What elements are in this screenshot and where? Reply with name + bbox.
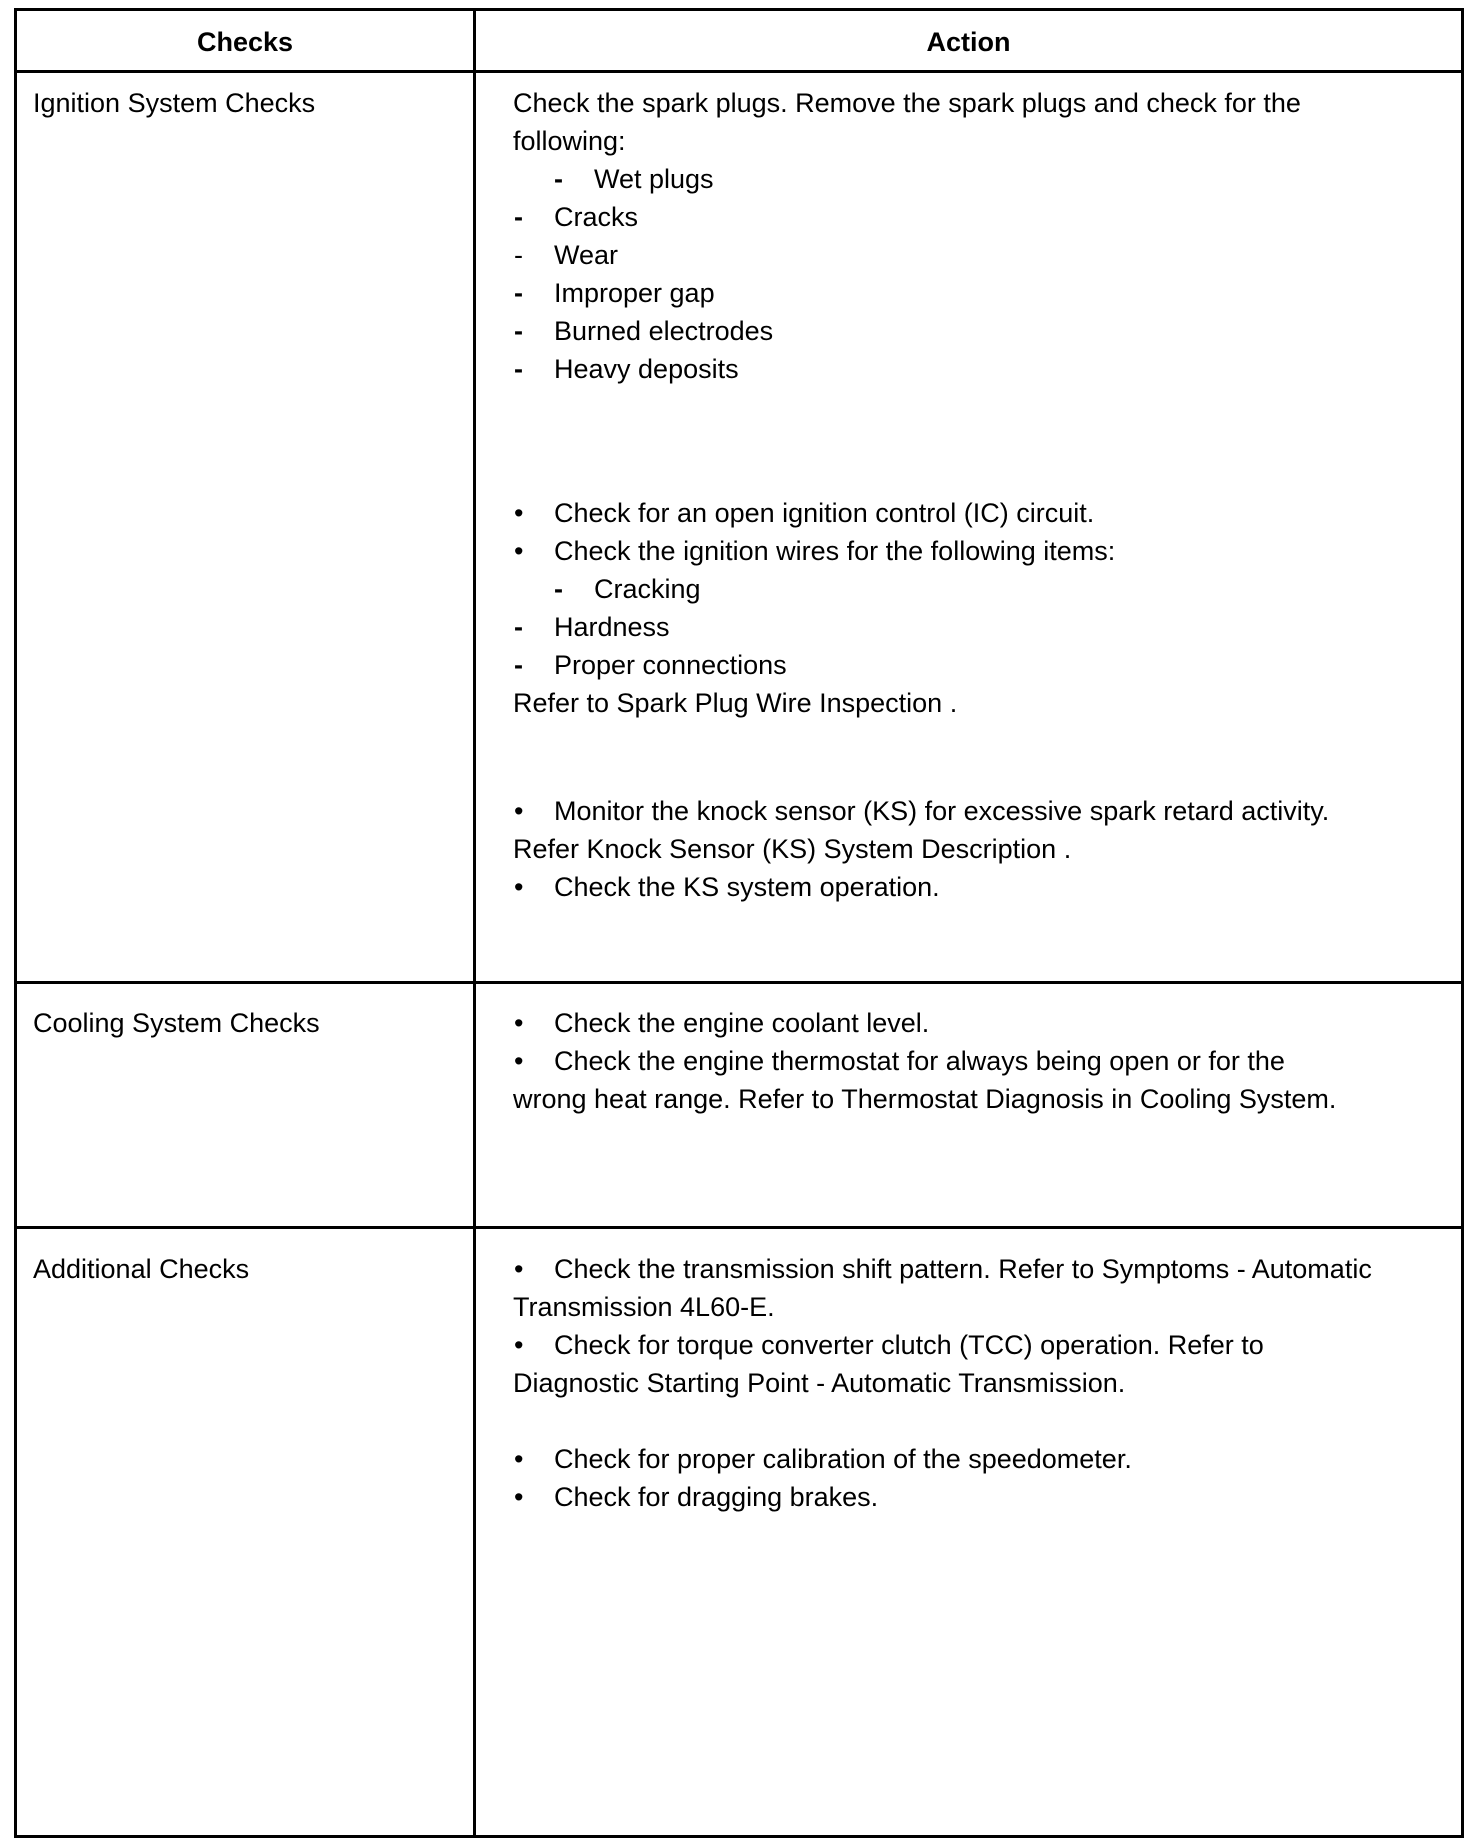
- row-divider: [17, 981, 1461, 984]
- list-item: - Wear: [514, 240, 619, 270]
- list-item: • Check the engine thermostat for always being open or for the: [514, 1046, 1285, 1076]
- list-item: - Heavy deposits: [514, 354, 739, 384]
- list-item: • Check the ignition wires for the following items:: [514, 536, 1116, 566]
- list-item: - Cracking: [554, 574, 701, 604]
- header-action: Action: [926, 26, 1011, 57]
- list-item: • Check for an open ignition control (IC) circuit.: [514, 498, 1095, 528]
- list-item: • Check for proper calibration of the speedometer.: [514, 1444, 1132, 1474]
- list-item: - Improper gap: [514, 278, 715, 308]
- list-item: • Check the transmission shift pattern. Refer to Symptoms - Automatic: [514, 1254, 1372, 1284]
- header-row-divider: [17, 70, 1461, 73]
- list-item: - Hardness: [514, 612, 670, 642]
- list-item: following:: [513, 126, 626, 156]
- list-item: Check the spark plugs. Remove the spark plugs and check for the: [513, 88, 1301, 118]
- list-item: • Check for torque converter clutch (TCC) operation. Refer to: [514, 1330, 1264, 1360]
- list-item: - Proper connections: [514, 650, 787, 680]
- list-item: wrong heat range. Refer to Thermostat Diagnosis in Cooling System.: [513, 1084, 1337, 1114]
- check-additional: Additional Checks: [33, 1254, 250, 1284]
- check-ignition-system: Ignition System Checks: [33, 88, 316, 118]
- list-item: Refer Knock Sensor (KS) System Description .: [513, 834, 1072, 864]
- list-item: - Burned electrodes: [514, 316, 774, 346]
- list-item: Diagnostic Starting Point - Automatic Transmission.: [513, 1368, 1126, 1398]
- list-item: • Monitor the knock sensor (KS) for excessive spark retard activity.: [514, 796, 1330, 826]
- checks-action-table: [14, 8, 1464, 1838]
- list-item: Refer to Spark Plug Wire Inspection .: [513, 688, 958, 718]
- header-checks: Checks: [196, 26, 294, 57]
- list-item: - Cracks: [514, 202, 639, 232]
- row-divider: [17, 1226, 1461, 1229]
- list-item: Transmission 4L60-E.: [513, 1292, 775, 1322]
- list-item: - Wet plugs: [554, 164, 714, 194]
- list-item: • Check for dragging brakes.: [514, 1482, 879, 1512]
- column-divider: [473, 11, 476, 1835]
- check-cooling-system: Cooling System Checks: [33, 1008, 320, 1038]
- list-item: • Check the engine coolant level.: [514, 1008, 930, 1038]
- list-item: • Check the KS system operation.: [514, 872, 940, 902]
